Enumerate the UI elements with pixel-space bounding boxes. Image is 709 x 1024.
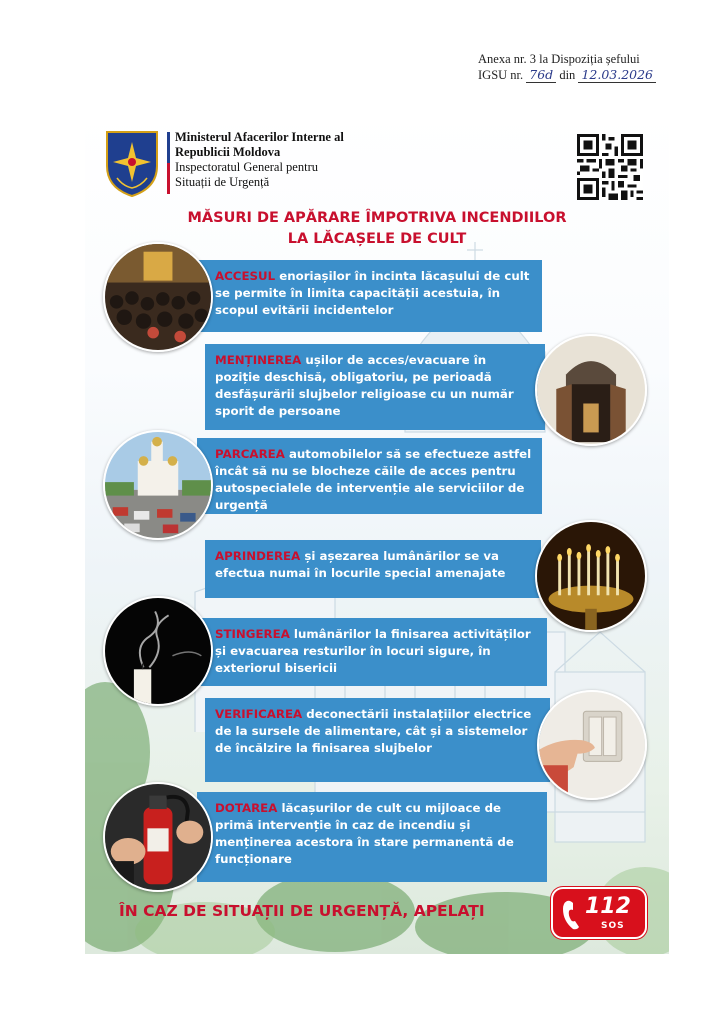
measure-text: ușilor de acces/evacuare în poziție deschisă, obligatoriu, pe perioadă desfășurării slujbelor religioase cu un număr sporit de persoane: [215, 353, 514, 418]
measure-keyword: VERIFICAREA: [215, 707, 303, 721]
fire-safety-poster: [85, 112, 669, 954]
photo-church-candles: [535, 520, 647, 632]
ministry-line-1: Ministerul Afacerilor Interne al: [175, 130, 344, 144]
measure-keyword: STINGEREA: [215, 627, 290, 641]
inspectorate-line-2: Situații de Urgență: [175, 175, 270, 189]
annex-number: 76d: [526, 67, 556, 83]
measure-candles-extinguishing: [197, 618, 547, 686]
measure-keyword: APRINDEREA: [215, 549, 301, 563]
measure-access: [197, 260, 542, 332]
photo-church-parking: [103, 430, 213, 540]
annex-prefix: IGSU nr.: [478, 68, 524, 82]
emergency-label: SOS: [601, 921, 625, 931]
measure-parking: [197, 438, 542, 514]
emergency-call-text: ÎN CAZ DE SITUAȚII DE URGENȚĂ, APELAȚI: [119, 902, 485, 920]
annex-note: [478, 52, 698, 83]
phone-icon: [561, 899, 583, 931]
ministry-line-2: Republicii Moldova: [175, 145, 281, 159]
flag-color-bar: [167, 132, 170, 194]
measure-text: și așezarea lumânărilor se va efectua numai în locurile special amenajate: [215, 549, 506, 580]
title-line-2: LA LĂCAȘELE DE CULT: [287, 231, 467, 247]
poster-header: [103, 128, 403, 200]
measure-text: deconectării instalațiilor electrice de la sursele de alimentare, cât și a sistemelor de încălzire la finisarea slujbelor: [215, 707, 532, 755]
poster-title: [145, 208, 609, 250]
measure-electrical-check: [205, 698, 550, 782]
measure-text: enoriașilor în incinta lăcașului de cult se permite în limita capacității acestuia, în scopul evitării incidentelor: [215, 269, 530, 317]
photo-extinguished-candle: [103, 596, 213, 706]
measure-candles-lighting: [205, 540, 541, 598]
photo-light-switch: [537, 690, 647, 800]
measure-keyword: ACCESUL: [215, 269, 276, 283]
annex-line-1: Anexa nr. 3 la Dispoziția șefului: [478, 52, 640, 66]
measure-keyword: DOTAREA: [215, 801, 278, 815]
annex-date: 12.03.2026: [578, 67, 656, 83]
annex-din: din: [559, 68, 576, 82]
moldova-mai-coat-of-arms-icon: [103, 128, 161, 198]
measure-keyword: PARCAREA: [215, 447, 285, 461]
measure-doors: [205, 344, 545, 430]
inspectorate-line-1: Inspectoratul General pentru: [175, 160, 318, 174]
measure-text: automobilelor să se efectueze astfel încât să nu se blocheze căile de acces pentru autospecialele de intervenție ale serviciilor de urgență: [215, 447, 532, 512]
photo-crowd-in-church: [103, 242, 213, 352]
measure-equipment: [197, 792, 547, 882]
qr-code-icon[interactable]: [577, 134, 643, 200]
measure-keyword: MENȚINEREA: [215, 353, 302, 367]
title-line-1: MĂSURI DE APĂRARE ÎMPOTRIVA INCENDIILOR: [187, 210, 567, 226]
photo-open-church-doors: [535, 334, 647, 446]
annex-line-2: [478, 67, 698, 83]
emergency-112-badge[interactable]: [551, 887, 647, 939]
emergency-number: 112: [585, 894, 631, 919]
photo-fire-extinguisher: [103, 782, 213, 892]
organization-name: [175, 130, 344, 190]
measure-text: lumânărilor la finisarea activităților și evacuarea resturilor în locuri sigure, în exteriorul bisericii: [215, 627, 531, 675]
measure-text: lăcașurilor de cult cu mijloace de primă intervenție în caz de incendiu și menținerea acestora în stare permanentă de funcționare: [215, 801, 514, 866]
